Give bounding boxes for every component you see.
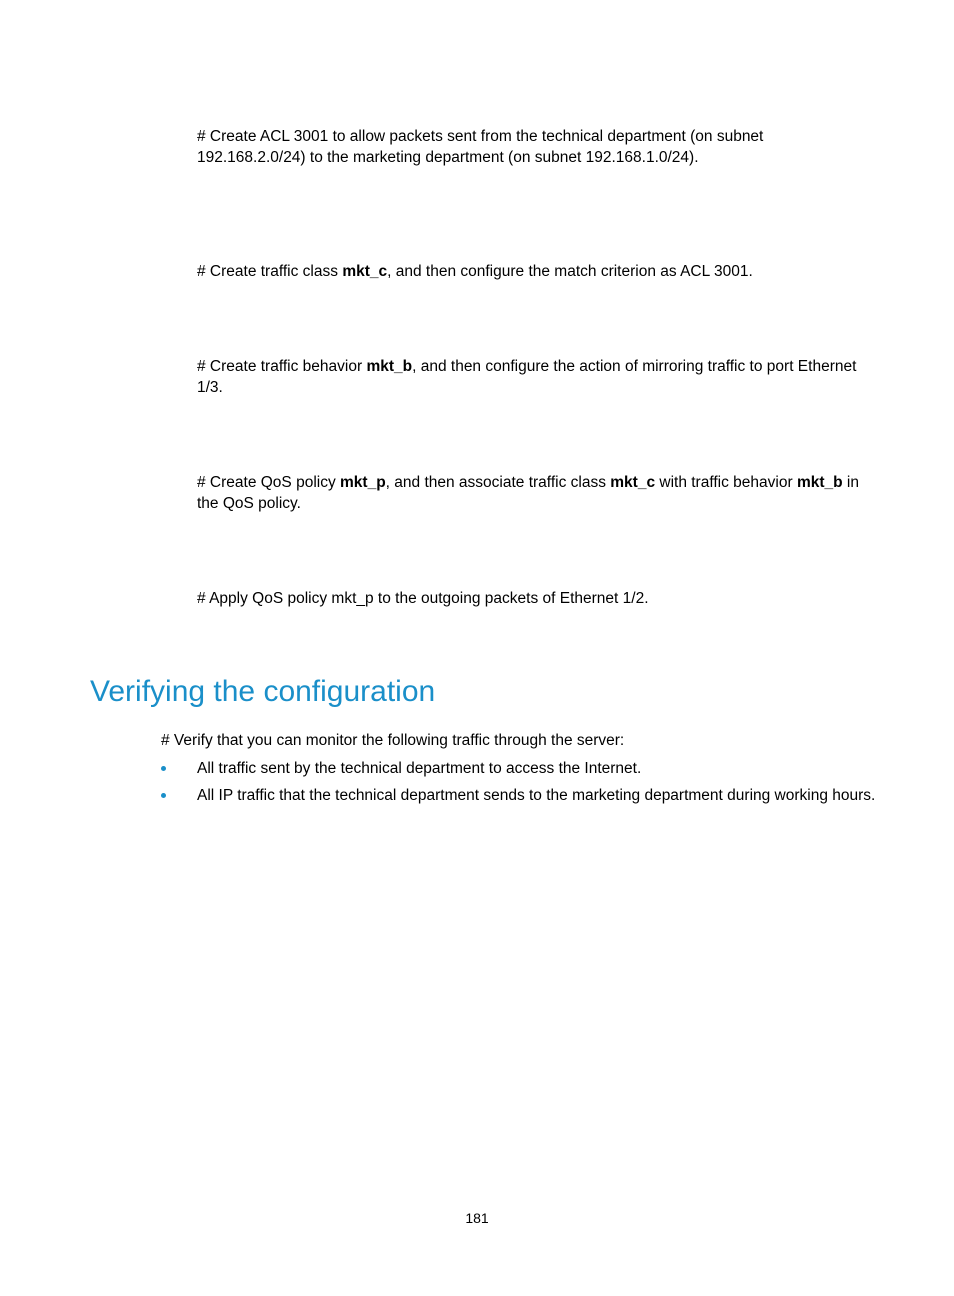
step-text: , and then associate traffic class	[385, 474, 611, 491]
list-item	[161, 785, 881, 812]
section-heading: Verifying the configuration	[90, 675, 436, 708]
step-text: in the QoS policy.	[197, 474, 859, 512]
step-text: # Create QoS policy	[197, 474, 341, 491]
behavior-name: mkt_b	[796, 474, 843, 491]
bullet-icon	[161, 766, 166, 771]
step-text: with traffic behavior	[655, 474, 797, 491]
step-create-acl: # Create ACL 3001 to allow packets sent from the technical department (on subnet 192.168.2.0/24) to the marketing department (on subnet 192.168.1.0/24).	[197, 128, 764, 166]
policy-name: mkt_p	[340, 474, 386, 491]
list-item	[161, 758, 881, 785]
step-text: # Create traffic behavior	[197, 358, 367, 375]
class-name: mkt_c	[342, 263, 388, 280]
step-text: , and then configure the match criterion as ACL 3001.	[387, 263, 753, 280]
page-number: 181	[465, 1210, 489, 1226]
bullet-icon	[161, 793, 166, 798]
list-item-text: All traffic sent by the technical department to access the Internet.	[197, 760, 642, 777]
list-item-text: All IP traffic that the technical department sends to the marketing department during working hours.	[197, 787, 876, 804]
step-create-qos-policy	[197, 472, 865, 514]
bullet-list	[161, 758, 881, 812]
step-text: # Create traffic class	[197, 263, 343, 280]
class-name: mkt_c	[610, 474, 656, 491]
step-create-traffic-behavior	[197, 356, 865, 398]
section-intro: # Verify that you can monitor the following traffic through the server:	[161, 732, 625, 749]
step-create-traffic-class	[197, 261, 865, 282]
behavior-name: mkt_b	[366, 358, 413, 375]
step-text: , and then configure the action of mirroring traffic to port Ethernet 1/3.	[197, 358, 857, 396]
step-apply-qos-policy: # Apply QoS policy mkt_p to the outgoing packets of Ethernet 1/2.	[197, 590, 649, 607]
